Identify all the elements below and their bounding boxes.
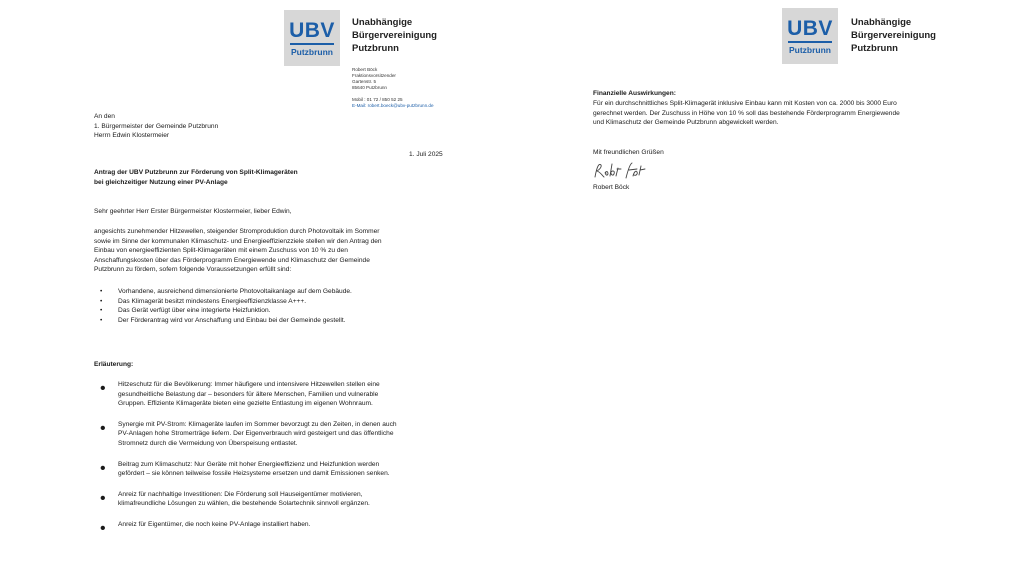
ubv-logo — [284, 10, 340, 66]
explanation-line: Gruppen. Effiziente Klimageräte bieten eine gezielte Entlastung im eigenen Wohnraum. — [118, 400, 373, 408]
logo-divider — [788, 41, 832, 43]
condition-item: • Vorhandene, ausreichend dimensionierte Photovoltaikanlage auf dem Gebäude. — [94, 287, 352, 297]
explanation-line: • Hitzeschutz für die Bevölkerung: Immer häufigere und intensivere Hitzewellen stellen eine — [118, 381, 380, 388]
contact-phone: Mobil : 01 72 / 850 52 25 — [352, 97, 403, 102]
logo-subtitle: Putzbrunn — [788, 44, 832, 55]
explanations-list — [94, 380, 397, 530]
explanation-line: • Synergie mit PV-Strom: Klimageräte laufen im Sommer bevorzugt zu den Zeiten, in denen auch — [118, 420, 397, 428]
finance-line: gerechnet werden. Der Zuschuss in Höhe von 10 % soll das bestehende Förderprogramm Energiewende — [593, 109, 900, 117]
ubv-logo — [782, 8, 838, 64]
intro-line: angesichts zunehmender Hitzewellen, steigender Stromproduktion durch Photovoltaik im Sommer — [94, 228, 380, 235]
org-name — [352, 16, 437, 55]
explanation-item — [94, 490, 397, 509]
explanation-item — [94, 420, 397, 449]
finance-line: Für ein durchschnittliches Split-Klimagerät inklusive Einbau kann mit Kosten von ca. 2000 bis 3000 Euro — [593, 100, 897, 107]
explanation-heading: Erläuterung: — [94, 361, 134, 368]
explanation-line: Stromnetz durch die Vermeidung von Überspeisung entlastet. — [118, 439, 298, 447]
explanation-line: klimafreundliche Lösungen zu wählen, die bestehende Solartechnik sinnvoll ergänzen. — [118, 500, 370, 508]
finance-line: und Klimaschutz der Gemeinde Putzbrunn abgewickelt werden. — [593, 119, 779, 127]
finance-paragraph — [593, 99, 900, 128]
subject-line-1: Antrag der UBV Putzbrunn zur Förderung von Split-Klimageräten — [94, 169, 298, 176]
salutation: Sehr geehrter Herr Erster Bürgermeister Klostermeier, lieber Edwin, — [94, 208, 292, 215]
condition-item: • Das Gerät verfügt über eine integrierte Heizfunktion. — [94, 306, 352, 316]
contact-block — [352, 67, 434, 109]
letter-date: 1. Juli 2025 — [409, 151, 443, 158]
recipient-line-1: An den — [94, 113, 115, 120]
subject-line-2: bei gleichzeitiger Nutzung einer PV-Anlage — [94, 179, 228, 186]
org-line-1: Unabhängige — [352, 17, 413, 28]
org-line-2: Bürgervereinigung — [352, 30, 437, 41]
explanation-line: gefördert – sie können teilweise fossile Heizsysteme ersetzen und damit Emissionen senken. — [118, 470, 390, 478]
signature-drawing — [593, 160, 653, 182]
logo-divider — [290, 43, 334, 45]
finance-heading: Finanzielle Auswirkungen: — [593, 90, 676, 97]
explanation-item — [94, 520, 397, 530]
explanation-line: gesundheitliche Belastung dar – besonders für ältere Menschen, Familien und vulnerable — [118, 390, 379, 398]
signer-name: Robert Böck — [593, 184, 630, 191]
contact-street: Gartenstr. 5 — [352, 79, 377, 84]
explanation-item — [94, 460, 397, 479]
intro-line: Einbau von energieeffizienten Split-Klimageräten mit einem Zuschuss von 10 % zu den — [94, 247, 348, 255]
explanation-line: • Anreiz für Eigentümer, die noch keine PV-Anlage installiert haben. — [118, 520, 311, 528]
explanation-line: PV-Anlagen hohe Stromerträge liefern. Der Eigenverbrauch wird gesteigert und das öffentliche — [118, 430, 394, 438]
contact-email: E-Mail: robert.boeck@ubv-putzbrunn.de — [352, 103, 434, 108]
contact-name: Robert Böck — [352, 67, 378, 72]
org-line-1: Unabhängige — [851, 17, 912, 28]
org-line-3: Putzbrunn — [352, 43, 399, 54]
intro-line: Putzbrunn zu fördern, sofern folgende Voraussetzungen erfüllt sind: — [94, 266, 292, 274]
explanation-line: • Beitrag zum Klimaschutz: Nur Geräte mit hoher Energieeffizienz und Heizfunktion werden — [118, 460, 380, 468]
condition-item: • Das Klimagerät besitzt mindestens Energieeffizienzklasse A+++. — [94, 297, 352, 307]
intro-paragraph — [94, 227, 382, 275]
conditions-list — [94, 287, 352, 325]
org-name — [851, 16, 936, 55]
recipient-line-3: Herrn Edwin Klostermeier — [94, 132, 170, 139]
intro-line: Anschaffungskosten über das Förderprogramm Energiewende und Klimaschutz der Gemeinde — [94, 256, 370, 264]
contact-city: 85640 Putzbrunn — [352, 85, 387, 90]
logo-title: UBV — [289, 18, 335, 42]
explanation-item — [94, 380, 397, 409]
logo-subtitle: Putzbrunn — [290, 46, 334, 57]
closing-phrase: Mit freundlichen Grüßen — [593, 149, 664, 156]
contact-role: Fraktionsvorsitzender — [352, 73, 396, 78]
org-line-2: Bürgervereinigung — [851, 30, 936, 41]
explanation-line: • Anreiz für nachhaltige Investitionen: Die Förderung soll Hauseigentümer motivieren, — [118, 490, 363, 498]
logo-title: UBV — [787, 16, 833, 40]
condition-item: • Der Förderantrag wird vor Anschaffung und Einbau bei der Gemeinde gestellt. — [94, 316, 352, 326]
recipient-line-2: 1. Bürgermeister der Gemeinde Putzbrunn — [94, 123, 219, 130]
org-line-3: Putzbrunn — [851, 43, 898, 54]
intro-line: sowie im Sinne der kommunalen Klimaschutz- und Energieeffizienzziele stellen wir den Antrag den — [94, 237, 382, 245]
